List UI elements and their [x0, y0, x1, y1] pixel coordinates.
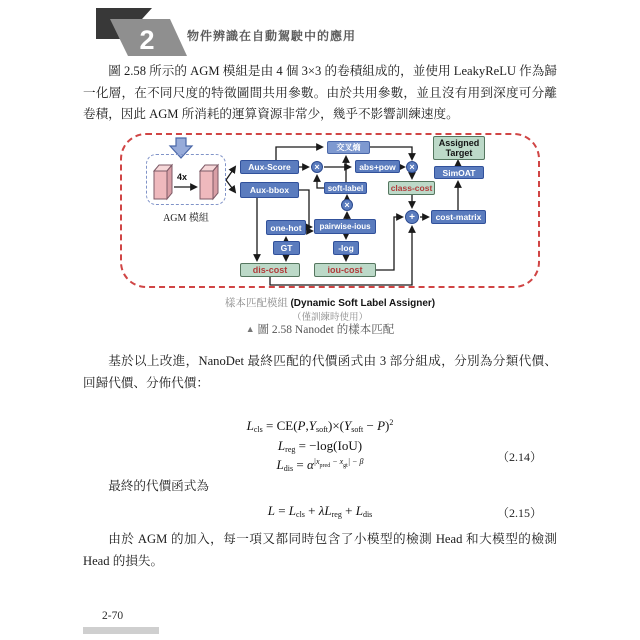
- node-soft-label: soft-label: [324, 182, 367, 194]
- multiply-operator-class: ×: [406, 161, 418, 173]
- node-cost-matrix: cost-matrix: [431, 210, 486, 224]
- caption-triangle-icon: ▲: [245, 324, 255, 334]
- node-one-hot: one-hot: [266, 220, 306, 235]
- node-class-cost: class-cost: [388, 181, 435, 195]
- chapter-ribbon: [88, 5, 200, 65]
- paragraph-cost-composition: 基於以上改進，NanoDet 最終匹配的代價函式由 3 部分組成，分別為分類代價、回歸代價、分佈代價：: [83, 354, 557, 390]
- module-name: (Dynamic Soft Label Assigner): [290, 298, 436, 309]
- figure-caption-text: 圖 2.58 Nanodet 的樣本匹配: [257, 324, 395, 336]
- equation-number-2-14: （2.14）: [497, 450, 543, 464]
- multiply-operator-score: ×: [311, 161, 323, 173]
- diagram-training-note: （僅訓練時使用）: [291, 313, 368, 323]
- paragraph-agm-loss: 由於 AGM 的加入，每一項又都同時包含了小模型的檢測 Head 和大模型的檢測 Head 的損失。: [83, 532, 557, 568]
- node-assigned-target: [433, 136, 485, 160]
- paragraph-lead-in: 最終的代價函式為: [108, 479, 209, 493]
- module-label: 樣本匹配模組: [224, 298, 288, 309]
- node-cross-entropy: 交叉熵: [327, 141, 370, 154]
- chapter-title: 物件辨識在自動駕駛中的應用: [187, 29, 357, 43]
- node-aux-bbox: Aux-bbox: [240, 182, 299, 198]
- page-edge-bar: [83, 627, 159, 634]
- equation-total-cost: L = Lcls + λLreg + Ldis: [267, 503, 373, 519]
- paragraph-agm-intro: 圖 2.58 所示的 AGM 模組是由 4 個 3×3 的卷積組成的，並使用 LeakyReLU 作為歸一化層，在不同尺度的特徵圖間共用參數。由於共用參數，並且沒有用到深度可分離卷積，因此 AGM 所消耗的運算資源非常少，幾乎不影響訓練速度。: [83, 64, 557, 122]
- add-operator-cost: +: [405, 210, 419, 224]
- node-dis-cost: dis-cost: [240, 263, 300, 277]
- node-simoat: SimOAT: [434, 166, 484, 179]
- node-iou-cost: iou-cost: [314, 263, 376, 277]
- node-pairwise-ious: pairwise-ious: [314, 219, 376, 234]
- agm-module-label: AGM 模組: [163, 213, 209, 224]
- assigned-target-line2: Target: [445, 148, 473, 158]
- equation-2-15: [160, 502, 480, 520]
- node-gt: GT: [273, 241, 300, 255]
- equation-number-2-15: （2.15）: [497, 506, 543, 520]
- node-aux-score: Aux-Score: [240, 160, 299, 174]
- equation-reg-cost: Lreg = −log(IoU): [277, 437, 363, 454]
- page-number: 2-70: [102, 610, 124, 622]
- equation-dis-cost: Ldis = $\alpha^{|x}pred$ $^{- x}gt^{| - \beta}$: [276, 457, 364, 473]
- equation-cls-cost: Lcls = CE(P,Ysoft)×(Ysoft − P)$^2$: [246, 418, 394, 434]
- dsla-diagram: [120, 133, 540, 288]
- equation-2-14: [160, 417, 480, 476]
- multiply-operator-label: ×: [341, 199, 353, 211]
- chapter-number: 2: [139, 25, 155, 55]
- agm-multiplier-label: 4x: [176, 172, 187, 182]
- node-neg-log: -log: [333, 241, 359, 255]
- node-abs-pow: abs+pow: [355, 160, 400, 173]
- diagram-module-caption: [120, 295, 540, 310]
- figure-caption: [0, 321, 640, 337]
- assigned-target-line1: Assigned: [438, 137, 480, 148]
